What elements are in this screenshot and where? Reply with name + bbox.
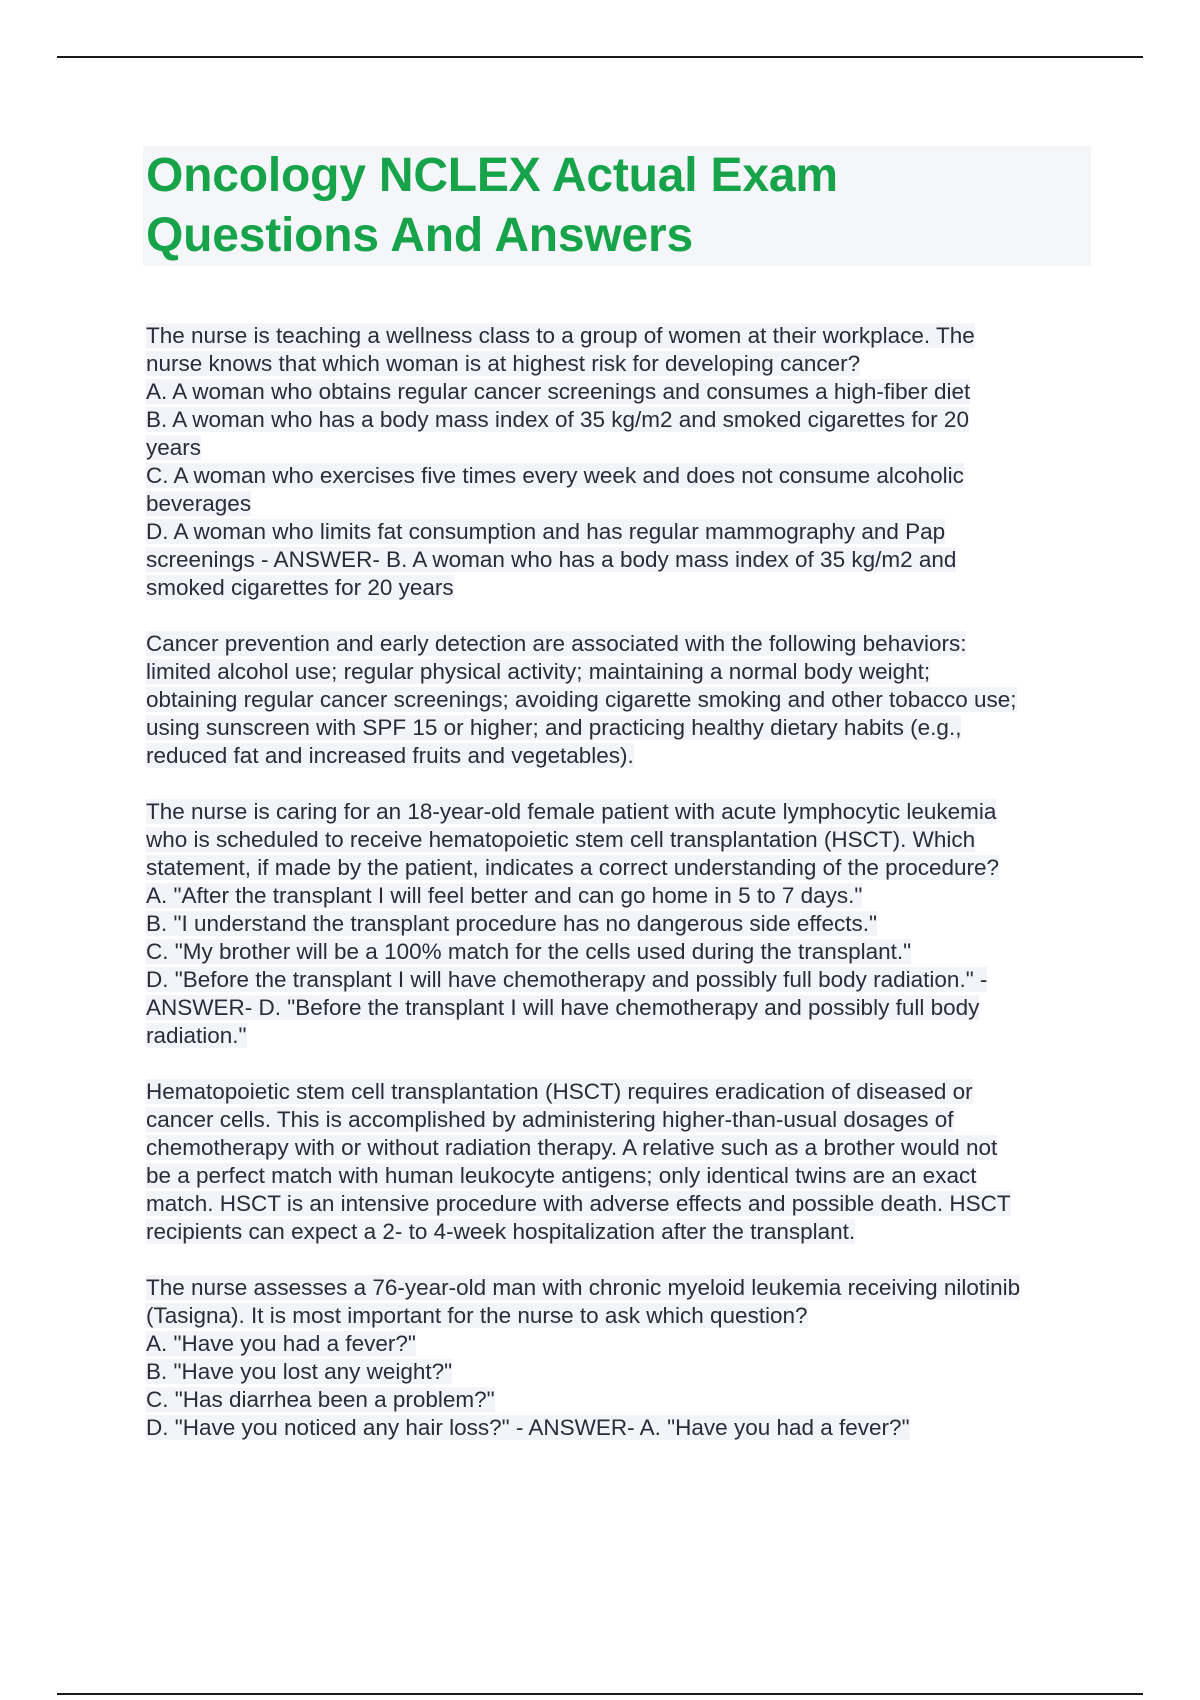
text-line: A. A woman who obtains regular cancer screenings and consumes a high-fiber diet bbox=[146, 379, 971, 404]
text-line: Cancer prevention and early detection are associated with the following behaviors: bbox=[146, 631, 967, 656]
text-line: screenings - ANSWER- B. A woman who has a body mass index of 35 kg/m2 and bbox=[146, 547, 957, 572]
text-line: cancer cells. This is accomplished by administering higher-than-usual dosages of bbox=[146, 1107, 954, 1132]
text-line: beverages bbox=[146, 491, 252, 516]
text-line: B. A woman who has a body mass index of 35 kg/m2 and smoked cigarettes for 20 bbox=[146, 407, 969, 432]
text-line: match. HSCT is an intensive procedure with adverse effects and possible death. HSCT bbox=[146, 1191, 1011, 1216]
bottom-divider bbox=[57, 1693, 1143, 1695]
text-line: nurse knows that which woman is at highest risk for developing cancer? bbox=[146, 351, 861, 376]
text-line: obtaining regular cancer screenings; avoiding cigarette smoking and other tobacco use; bbox=[146, 687, 1017, 712]
text-line: years bbox=[146, 435, 202, 460]
text-line: reduced fat and increased fruits and vegetables). bbox=[146, 743, 634, 768]
text-line: using sunscreen with SPF 15 or higher; and practicing healthy dietary habits (e.g., bbox=[146, 715, 962, 740]
text-line: statement, if made by the patient, indicates a correct understanding of the procedure? bbox=[146, 855, 1000, 880]
text-line: be a perfect match with human leukocyte antigens; only identical twins are an exact bbox=[146, 1163, 977, 1188]
question-paragraph bbox=[146, 1274, 1106, 1442]
rationale-paragraph bbox=[146, 1078, 1106, 1246]
text-line: who is scheduled to receive hematopoietic stem cell transplantation (HSCT). Which bbox=[146, 827, 976, 852]
document-body bbox=[146, 322, 1106, 1470]
question-paragraph bbox=[146, 798, 1106, 1050]
text-line: chemotherapy with or without radiation therapy. A relative such as a brother would not bbox=[146, 1135, 998, 1160]
text-line: radiation." bbox=[146, 1023, 247, 1048]
text-line: D. "Have you noticed any hair loss?" - ANSWER- A. "Have you had a fever?" bbox=[146, 1415, 910, 1440]
title-line: Oncology NCLEX Actual Exam bbox=[146, 149, 838, 202]
text-line: Hematopoietic stem cell transplantation (HSCT) requires eradication of diseased or bbox=[146, 1079, 973, 1104]
text-line: The nurse assesses a 76-year-old man with chronic myeloid leukemia receiving nilotinib bbox=[146, 1275, 1021, 1300]
text-line: smoked cigarettes for 20 years bbox=[146, 575, 454, 600]
text-line: B. "Have you lost any weight?" bbox=[146, 1359, 453, 1384]
text-line: (Tasigna). It is most important for the nurse to ask which question? bbox=[146, 1303, 808, 1328]
text-line: A. "After the transplant I will feel better and can go home in 5 to 7 days." bbox=[146, 883, 863, 908]
page-title bbox=[146, 146, 1091, 266]
text-line: ANSWER- D. "Before the transplant I will have chemotherapy and possibly full body bbox=[146, 995, 980, 1020]
question-paragraph bbox=[146, 322, 1106, 602]
text-line: C. "My brother will be a 100% match for the cells used during the transplant." bbox=[146, 939, 912, 964]
text-line: limited alcohol use; regular physical activity; maintaining a normal body weight; bbox=[146, 659, 931, 684]
rationale-paragraph bbox=[146, 630, 1106, 770]
text-line: C. A woman who exercises five times every week and does not consume alcoholic bbox=[146, 463, 964, 488]
title-line: Questions And Answers bbox=[146, 209, 694, 262]
text-line: D. "Before the transplant I will have chemotherapy and possibly full body radiation." - bbox=[146, 967, 988, 992]
text-line: C. "Has diarrhea been a problem?" bbox=[146, 1387, 495, 1412]
top-divider bbox=[57, 56, 1143, 58]
text-line: D. A woman who limits fat consumption and has regular mammography and Pap bbox=[146, 519, 946, 544]
text-line: A. "Have you had a fever?" bbox=[146, 1331, 416, 1356]
title-box bbox=[143, 146, 1091, 266]
text-line: The nurse is caring for an 18-year-old female patient with acute lymphocytic leukemia bbox=[146, 799, 997, 824]
text-line: The nurse is teaching a wellness class to a group of women at their workplace. The bbox=[146, 323, 975, 348]
text-line: B. "I understand the transplant procedure has no dangerous side effects." bbox=[146, 911, 878, 936]
text-line: recipients can expect a 2- to 4-week hospitalization after the transplant. bbox=[146, 1219, 856, 1244]
